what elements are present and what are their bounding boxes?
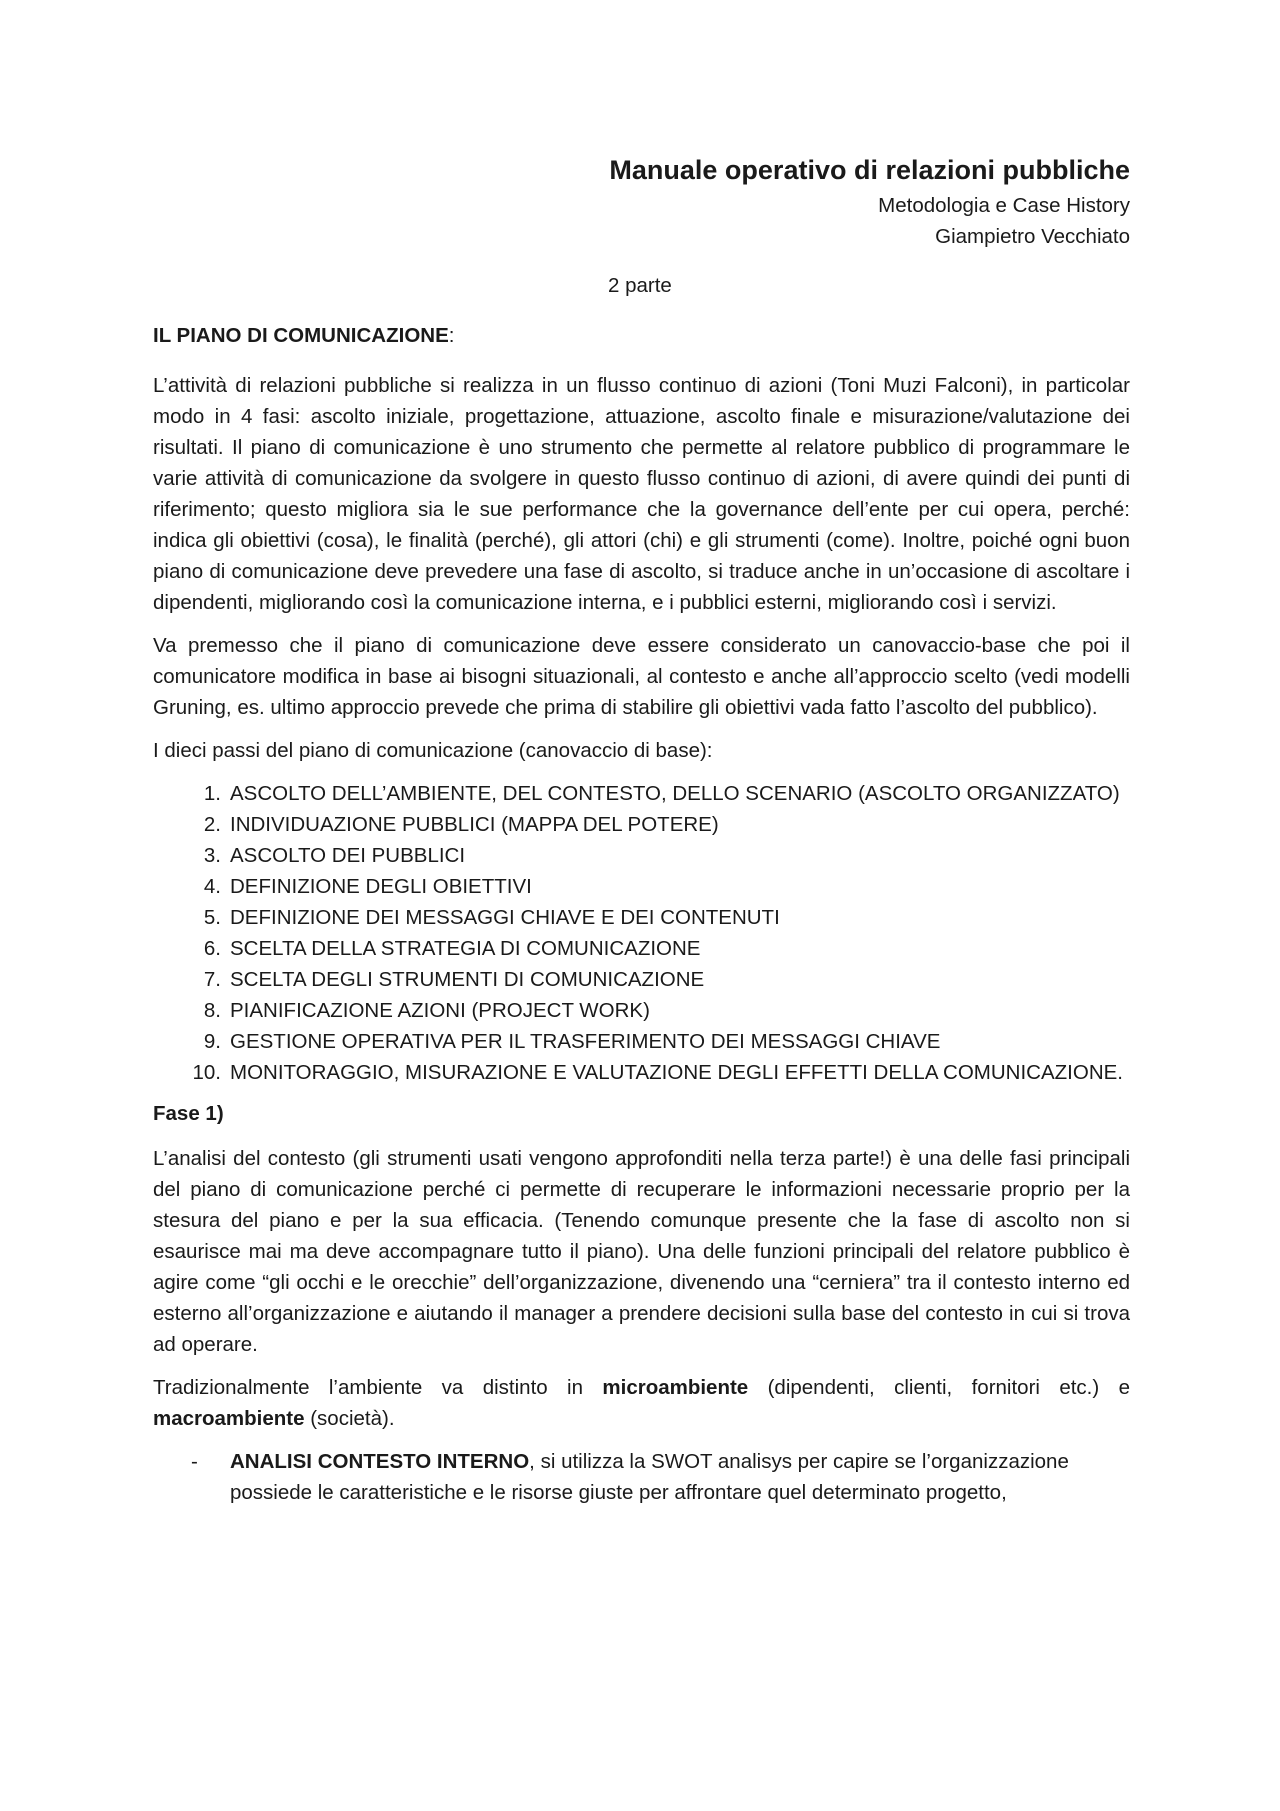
list-item-text: SCELTA DEGLI STRUMENTI DI COMUNICAZIONE	[230, 968, 705, 991]
list-item-number: 10.	[192, 1061, 221, 1084]
paragraph-intro: L’attività di relazioni pubbliche si realizza in un flusso continuo di azioni (Toni Muzi Falconi), in particolar modo in 4 fasi: ascolto iniziale, progettazione, attuazione, ascolto finale e misurazione/valutazione dei risultati. Il piano di comunicazione è uno strumento che permette al relatore pubblico di programmare le varie attività di comunicazione da svolgere in questo flusso continuo di azioni, di avere quindi dei punti di riferimento; questo migliora sia le sue performance che la governance dell’ente per cui opera, perché: indica gli obiettivi (cosa), le finalità (perché), gli attori (chi) e gli strumenti (come). Inoltre, poiché ogni buon piano di comunicazione deve prevedere una fase di ascolto, si traduce anche in un’occasione di ascoltare i dipendenti, migliorando così la comunicazione interna, e i pubblici esterni, migliorando così i servizi.	[153, 374, 1130, 614]
document-author: Giampietro Vecchiato	[935, 225, 1130, 248]
list-item	[153, 1446, 1130, 1508]
list-item-number: 4.	[203, 875, 221, 898]
list-item	[153, 840, 1130, 871]
list-item-text: ASCOLTO DELL’AMBIENTE, DEL CONTESTO, DELLO SCENARIO (ASCOLTO ORGANIZZATO)	[230, 782, 1120, 805]
document-subtitle: Metodologia e Case History	[878, 194, 1130, 217]
part-label: 2 parte	[608, 274, 672, 297]
environment-text-c: (dipendenti, clienti, fornitori etc.) e	[748, 1376, 1130, 1399]
paragraph-premise: Va premesso che il piano di comunicazione deve essere considerato un canovaccio-base che poi il comunicatore modifica in base ai bisogni situazionali, al contesto e anche all’approccio scelto (vedi modelli Gruning, es. ultimo approccio prevede che prima di stabilire gli obiettivi vada fatto l’ascolto del pubblico).	[153, 634, 1130, 719]
bullet-text: , si utilizza la SWOT analisys per capire se l’organizzazione possiede le caratteristiche e le risorse giuste per affrontare quel determinato progetto,	[230, 1450, 1069, 1504]
section-title	[153, 320, 454, 351]
dash-list	[153, 1446, 1130, 1508]
list-dash: -	[191, 1450, 198, 1473]
list-item-text: INDIVIDUAZIONE PUBBLICI (MAPPA DEL POTERE)	[230, 813, 719, 836]
list-item-number: 9.	[203, 1030, 221, 1053]
list-item	[153, 995, 1130, 1026]
list-item-number: 6.	[203, 937, 221, 960]
section-title-text: IL PIANO DI COMUNICAZIONE	[153, 324, 449, 347]
list-item	[153, 1057, 1130, 1088]
list-item-text: PIANIFICAZIONE AZIONI (PROJECT WORK)	[230, 999, 650, 1022]
document-content	[153, 150, 1130, 1504]
document-title: Manuale operativo di relazioni pubbliche	[609, 155, 1130, 185]
list-item	[153, 902, 1130, 933]
bullet-bold-term: ANALISI CONTESTO INTERNO	[230, 1450, 530, 1473]
list-item-text: DEFINIZIONE DEGLI OBIETTIVI	[230, 875, 532, 898]
list-item	[153, 1026, 1130, 1057]
list-item-text: DEFINIZIONE DEI MESSAGGI CHIAVE E DEI CONTENUTI	[230, 906, 780, 929]
steps-list	[153, 778, 1130, 1088]
list-item-number: 1.	[203, 782, 221, 805]
list-item-text: MONITORAGGIO, MISURAZIONE E VALUTAZIONE DEGLI EFFETTI DELLA COMUNICAZIONE.	[230, 1061, 1124, 1084]
microenvironment-term: microambiente	[602, 1376, 749, 1399]
environment-text-e: (società).	[304, 1407, 395, 1430]
paragraph-environment	[153, 1372, 1130, 1434]
list-item-number: 8.	[203, 999, 221, 1022]
macroenvironment-term: macroambiente	[153, 1407, 305, 1430]
list-item-text	[230, 1446, 1130, 1508]
list-item	[153, 964, 1130, 995]
document-header	[153, 150, 1130, 252]
list-item-number: 2.	[203, 813, 221, 836]
body-flow	[153, 370, 1130, 1508]
phase-heading: Fase 1)	[153, 1102, 224, 1125]
list-item-number: 3.	[203, 844, 221, 867]
paragraph-context-analysis: L’analisi del contesto (gli strumenti usati vengono approfonditi nella terza parte!) è una delle fasi principali del piano di comunicazione perché ci permette di recuperare le informazioni necessarie proprio per la stesura del piano e per la sua efficacia. (Tenendo comunque presente che la fase di ascolto non si esaurisce mai ma deve accompagnare tutto il piano). Una delle funzioni principali del relatore pubblico è agire come “gli occhi e le orecchie” dell’organizzazione, divenendo una “cerniera” tra il contesto interno ed esterno all’organizzazione e aiutando il manager a prendere decisioni sulla base del contesto in cui si trova ad operare.	[153, 1147, 1130, 1356]
section-title-colon: :	[448, 324, 455, 347]
list-item-text: GESTIONE OPERATIVA PER IL TRASFERIMENTO DEI MESSAGGI CHIAVE	[230, 1030, 941, 1053]
list-item-number: 5.	[203, 906, 221, 929]
list-item-text: SCELTA DELLA STRATEGIA DI COMUNICAZIONE	[230, 937, 701, 960]
list-item-text: ASCOLTO DEI PUBBLICI	[230, 844, 466, 867]
list-item	[153, 809, 1130, 840]
list-item-number: 7.	[203, 968, 221, 991]
environment-text-a: Tradizionalmente l’ambiente va distinto in	[153, 1376, 603, 1399]
list-item	[153, 933, 1130, 964]
paragraph-steps-intro: I dieci passi del piano di comunicazione (canovaccio di base):	[153, 739, 713, 762]
list-item	[153, 778, 1130, 809]
list-item	[153, 871, 1130, 902]
